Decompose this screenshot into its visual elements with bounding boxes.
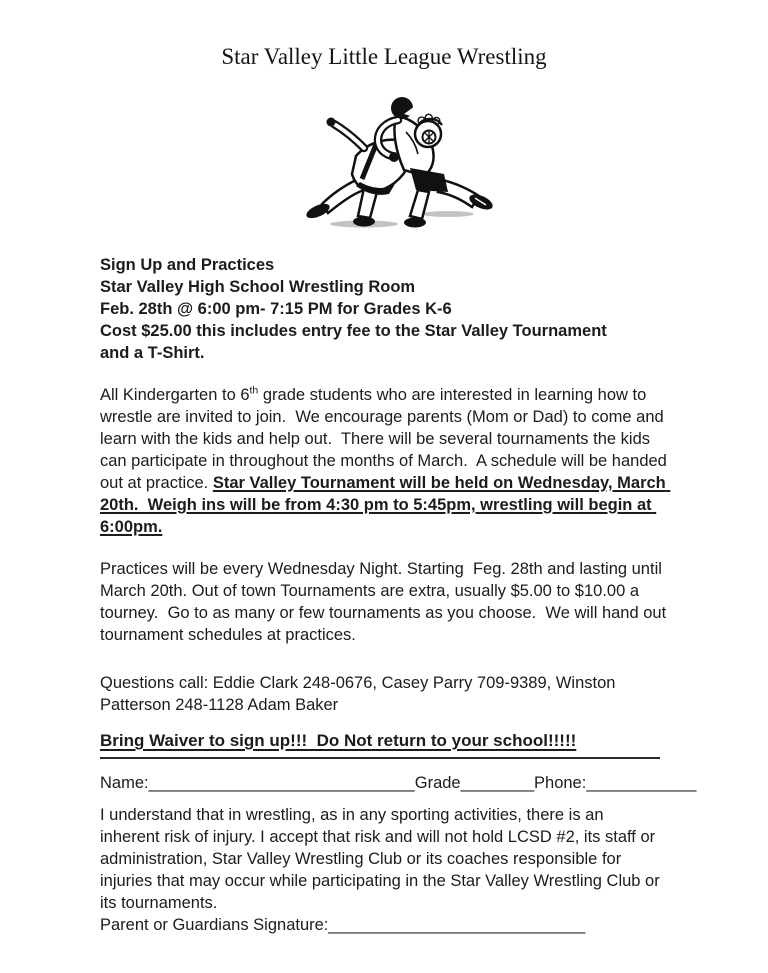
wrestlers-clipart-image	[298, 90, 498, 230]
phone-blank-line: ____________	[586, 774, 697, 792]
intro-paragraph	[100, 384, 672, 538]
signup-line: Star Valley High School Wrestling Room	[100, 278, 416, 296]
practices-paragraph: Practices will be every Wednesday Night. Starting Feg. 28th and lasting until March 20th. Out of town Tournaments are extra, usually $5.00 to $10.00 a tourney. Go to as many or few tournaments as you choose. We will hand out tournament schedules at practices.	[100, 560, 671, 644]
grade-blank-line: ________	[460, 774, 535, 792]
phone-label: Phone:	[534, 774, 587, 792]
questions-contact-paragraph: Questions call: Eddie Clark 248-0676, Casey Parry 709-9389, Winston Patterson 248-1128 Adam Baker	[100, 674, 621, 714]
name-grade-phone-row	[100, 772, 697, 794]
intro-text-continued: grade students who are interested in learning how to wrestle are invited to join. We encourage parents (Mom or Dad) to come and learn with the kids and help out. There will be several tournaments the kids can participate in throughout the months of March. A schedule will be handed out at practice.	[100, 386, 672, 492]
ordinal-superscript: th	[249, 384, 259, 397]
liability-paragraph: I understand that in wrestling, as in any sporting activities, there is an inherent risk of injury. I accept that risk and will not hold LCSD #2, its staff or administration, Star Valley Wrestling Club or its coaches responsible for injuries that may occur while participating in the Star Valley Wrestling Club or its tournaments.	[100, 806, 665, 912]
signup-info-block	[100, 254, 667, 364]
name-label: Name:	[100, 774, 149, 792]
signature-row	[100, 914, 667, 936]
wrestlers-icon	[298, 90, 498, 230]
signup-line: and a T-Shirt.	[100, 344, 205, 362]
intro-text: All Kindergarten to 6	[100, 386, 250, 404]
flyer-body	[100, 254, 697, 936]
waiver-heading	[100, 730, 660, 759]
signature-blank-line: ____________________________	[328, 916, 586, 934]
tournament-notice: Star Valley Tournament will be held on Wednesday, March 20th. Weigh ins will be from 4:30 pm to 5:45pm, wrestling will begin at 6:00pm.	[100, 474, 671, 536]
page-title: Star Valley Little League Wrestling	[221, 44, 547, 69]
name-blank-line: _____________________________	[148, 774, 415, 792]
signup-line: Feb. 28th @ 6:00 pm- 7:15 PM for Grades K-6	[100, 300, 452, 318]
signup-line: Cost $25.00 this includes entry fee to the Star Valley Tournament	[100, 322, 607, 340]
signature-label: Parent or Guardians Signature:	[100, 916, 329, 934]
signup-line: Sign Up and Practices	[100, 256, 275, 274]
waiver-heading-text: Bring Waiver to sign up!!! Do Not return to your school!!!!!	[100, 731, 577, 750]
grade-label: Grade	[414, 774, 461, 792]
